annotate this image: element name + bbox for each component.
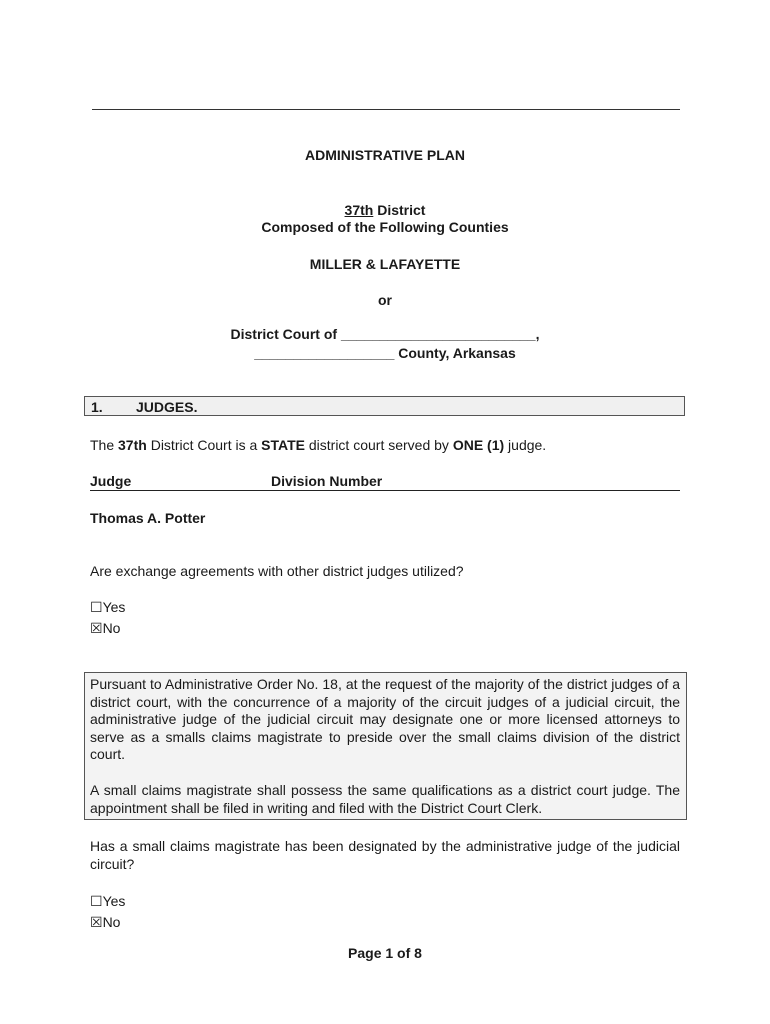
district-ordinal: 37th [344, 202, 374, 218]
district-court-line: District Court of _________________________, [230, 326, 540, 342]
counties-line: MILLER & LAFAYETTE [309, 256, 461, 272]
checked-checkbox-icon[interactable]: ☒ [90, 914, 103, 930]
magistrate-qualifications-paragraph: A small claims magistrate shall possess the same qualifications as a district court judge. The appointment shall be filed in writing and filed with the District Court Clerk. [90, 782, 680, 816]
exchange-no-option[interactable] [90, 618, 120, 638]
section-number: 1. [91, 399, 103, 415]
magistrate-no-option[interactable] [90, 912, 120, 932]
intro-text: The [90, 437, 119, 453]
option-label: No [102, 620, 121, 636]
intro-judge-count: ONE (1) [452, 437, 505, 453]
division-column-header: Division Number [271, 473, 383, 489]
intro-court-type: STATE [261, 437, 305, 453]
unchecked-checkbox-icon[interactable]: ☐ [90, 893, 103, 909]
judge-name: Thomas A. Potter [90, 510, 206, 526]
intro-text: judge. [504, 437, 547, 453]
section-1-heading [84, 396, 685, 416]
document-title: ADMINISTRATIVE PLAN [305, 147, 465, 163]
option-label: Yes [102, 599, 126, 615]
option-label: No [102, 914, 121, 930]
magistrate-yes-option[interactable] [90, 891, 125, 911]
court-intro [90, 437, 546, 453]
exchange-yes-option[interactable] [90, 597, 125, 617]
section-title: JUDGES. [136, 399, 198, 415]
top-rule [92, 109, 680, 110]
intro-text: district court served by [304, 437, 453, 453]
district-word: District [373, 202, 426, 218]
option-label: Yes [102, 893, 126, 909]
page-number: Page 1 of 8 [348, 945, 422, 961]
judge-column-header: Judge [90, 473, 132, 489]
checked-checkbox-icon[interactable]: ☒ [90, 620, 103, 636]
composed-line: Composed of the Following Counties [261, 219, 509, 235]
county-line: __________________ County, Arkansas [254, 345, 516, 361]
judge-table-header [90, 473, 680, 491]
magistrate-question: Has a small claims magistrate has been designated by the administrative judge of the judicial circuit? [90, 838, 680, 872]
or-line: or [378, 292, 392, 308]
district-line [0, 202, 770, 218]
intro-district: 37th [118, 437, 147, 453]
magistrate-info-paragraph: Pursuant to Administrative Order No. 18, at the request of the majority of the district judges of a district court, with the concurrence of a majority of the circuit judges of a judicial circuit, the administrative judge of the judicial circuit may designate one or more licensed attorneys to serve as a smalls claims magistrate to preside over the small claims division of the district court. [90, 676, 680, 762]
unchecked-checkbox-icon[interactable]: ☐ [90, 599, 103, 615]
intro-text: District Court is a [146, 437, 262, 453]
exchange-question: Are exchange agreements with other district judges utilized? [90, 563, 464, 579]
